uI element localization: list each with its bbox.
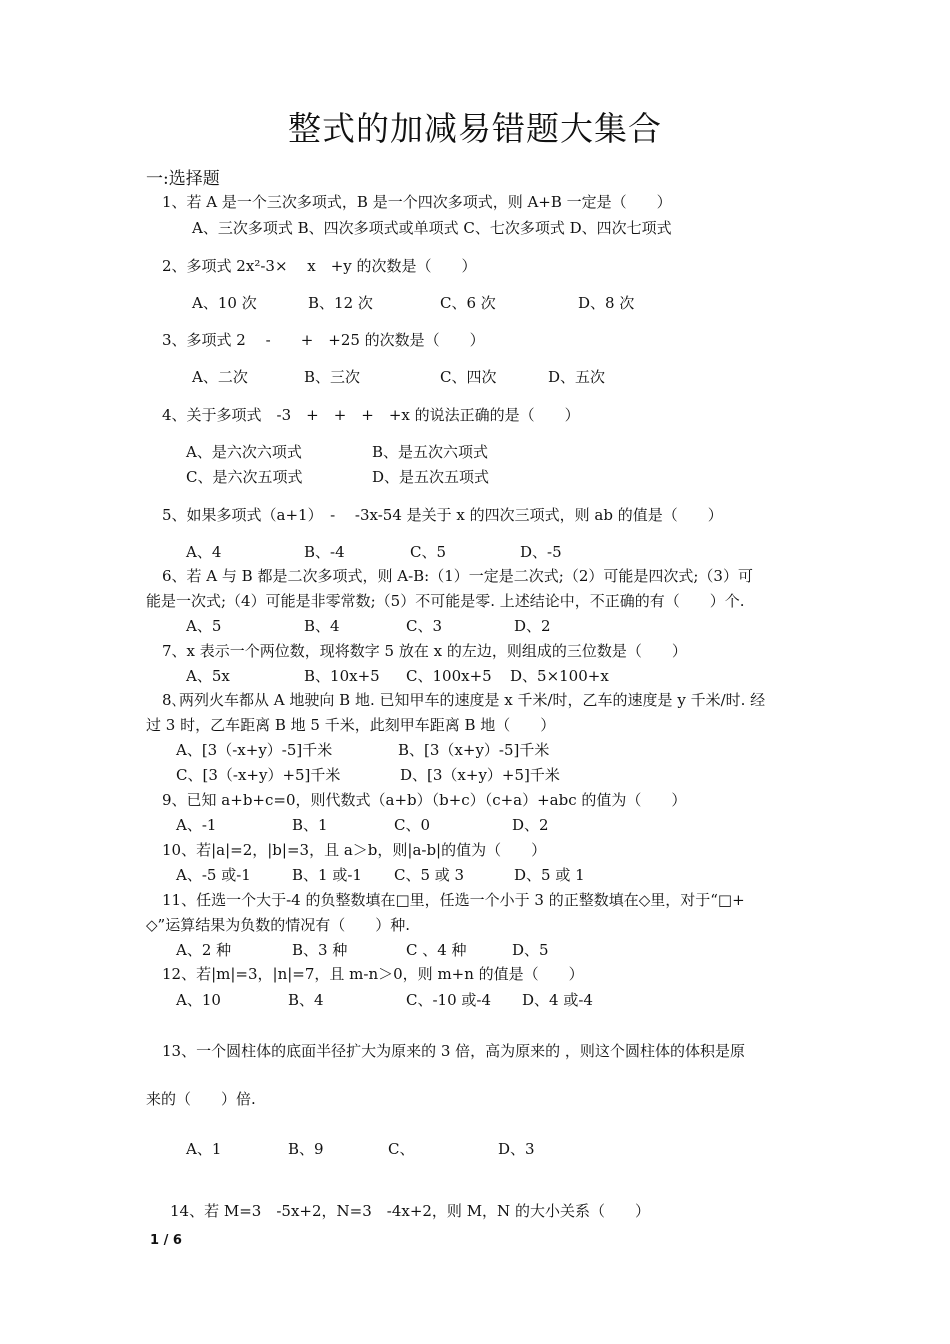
document-title: 整式的加减易错题大集合 (288, 109, 662, 148)
question-2-option-a: A、10 次 (192, 294, 257, 312)
question-5-text: 5、如果多项式（a+1） - -3x-54 是关于 x 的四次三项式，则 ab 的值是（ ） (162, 506, 723, 524)
question-3-option-a: A、二次 (192, 368, 248, 386)
question-7-option-d: D、5×100+x (510, 667, 609, 685)
question-2-option-b: B、12 次 (308, 294, 373, 312)
question-8-option-a: A、[3（-x+y）-5]千米 (176, 741, 333, 759)
question-5-option-c: C、5 (410, 543, 447, 561)
question-4-option-d: D、是五次五项式 (372, 468, 490, 486)
question-13-option-a: A、1 (186, 1140, 222, 1158)
question-11-text-line-2: ◇”运算结果为负数的情况有（ ）种. (146, 916, 410, 934)
question-13-text-line-1: 13、一个圆柱体的底面半径扩大为原来的 3 倍，高为原来的 ，则这个圆柱体的体积是原 (162, 1042, 745, 1060)
question-14-text: 14、若 M=3 -5x+2，N=3 -4x+2，则 M，N 的大小关系（ ） (170, 1202, 650, 1220)
question-6-option-b: B、4 (304, 617, 340, 635)
question-5-option-b: B、-4 (304, 543, 345, 561)
question-1-text: 1、若 A 是一个三次多项式，B 是一个四次多项式，则 A+B 一定是（ ） (162, 193, 672, 211)
question-9-option-a: A、-1 (176, 816, 217, 834)
question-3-option-b: B、三次 (304, 368, 361, 386)
question-13-option-c: C、 (388, 1140, 415, 1158)
question-12-option-b: B、4 (288, 991, 324, 1009)
question-13-text-line-2: 来的（ ）倍. (146, 1090, 256, 1108)
question-9-option-d: D、2 (512, 816, 549, 834)
question-4-option-c: C、是六次五项式 (186, 468, 303, 486)
question-1-options: A、三次多项式 B、四次多项式或单项式 C、七次多项式 D、四次七项式 (192, 219, 672, 237)
question-6-option-c: C、3 (406, 617, 443, 635)
question-6-text-line-2: 能是一次式;（4）可能是非零常数;（5）不可能是零. 上述结论中，不正确的有（ ）个. (146, 592, 745, 610)
question-8-option-b: B、[3（x+y）-5]千米 (398, 741, 550, 759)
question-5-option-d: D、-5 (520, 543, 562, 561)
question-7-text: 7、x 表示一个两位数，现将数字 5 放在 x 的左边，则组成的三位数是（ ） (162, 642, 687, 660)
question-11-option-a: A、2 种 (176, 941, 232, 959)
question-8-option-c: C、[3（-x+y）+5]千米 (176, 766, 341, 784)
question-3-text: 3、多项式 2 - + +25 的次数是（ ） (162, 331, 485, 349)
question-10-option-d: D、5 或 1 (514, 866, 585, 884)
question-10-text: 10、若|a|=2，|b|=3，且 a＞b，则|a-b|的值为（ ） (162, 841, 547, 859)
question-6-option-a: A、5 (186, 617, 222, 635)
question-13-option-b: B、9 (288, 1140, 324, 1158)
question-2-option-d: D、8 次 (578, 294, 635, 312)
question-6-text-line-1: 6、若 A 与 B 都是二次多项式，则 A-B:（1）一定是二次式;（2）可能是四次式;（3）可 (162, 567, 753, 585)
question-10-option-a: A、-5 或-1 (176, 866, 251, 884)
question-10-option-c: C、5 或 3 (394, 866, 465, 884)
question-6-option-d: D、2 (514, 617, 551, 635)
question-3-option-d: D、五次 (548, 368, 606, 386)
section-heading: 一:选择题 (146, 169, 220, 189)
question-5-option-a: A、4 (186, 543, 222, 561)
question-4-text: 4、关于多项式 -3 + + + +x 的说法正确的是（ ） (162, 406, 580, 424)
question-11-option-b: B、3 种 (292, 941, 348, 959)
question-11-text-line-1: 11、任选一个大于-4 的负整数填在□里，任选一个小于 3 的正整数填在◇里，对于“□+ (162, 891, 745, 909)
question-9-text: 9、已知 a+b+c=0，则代数式（a+b）（b+c）（c+a）+abc 的值为（ ） (162, 791, 687, 809)
page-number: 1 / 6 (150, 1233, 182, 1248)
question-10-option-b: B、1 或-1 (292, 866, 362, 884)
question-4-option-b: B、是五次六项式 (372, 443, 489, 461)
question-11-option-c: C 、4 种 (406, 941, 467, 959)
question-12-option-a: A、10 (176, 991, 221, 1009)
question-2-text: 2、多项式 2x²-3× x +y 的次数是（ ） (162, 257, 477, 275)
question-4-option-a: A、是六次六项式 (186, 443, 302, 461)
question-12-option-d: D、4 或-4 (522, 991, 593, 1009)
question-7-option-b: B、10x+5 (304, 667, 380, 685)
question-7-option-c: C、100x+5 (406, 667, 492, 685)
question-12-option-c: C、-10 或-4 (406, 991, 492, 1009)
question-9-option-c: C、0 (394, 816, 431, 834)
question-13-option-d: D、3 (498, 1140, 535, 1158)
question-7-option-a: A、5x (186, 667, 230, 685)
question-2-option-c: C、6 次 (440, 294, 496, 312)
question-3-option-c: C、四次 (440, 368, 497, 386)
question-11-option-d: D、5 (512, 941, 549, 959)
question-12-text: 12、若|m|=3，|n|=7，且 m-n＞0，则 m+n 的值是（ ） (162, 965, 584, 983)
question-8-text-line-1: 8､两列火车都从 A 地驶向 B 地. 已知甲车的速度是 x 千米/时，乙车的速度是 y 千米/时. 经 (162, 691, 766, 709)
question-8-option-d: D、[3（x+y）+5]千米 (400, 766, 560, 784)
question-9-option-b: B、1 (292, 816, 328, 834)
question-8-text-line-2: 过 3 时，乙车距离 B 地 5 千米，此刻甲车距离 B 地（ ） (146, 716, 556, 734)
